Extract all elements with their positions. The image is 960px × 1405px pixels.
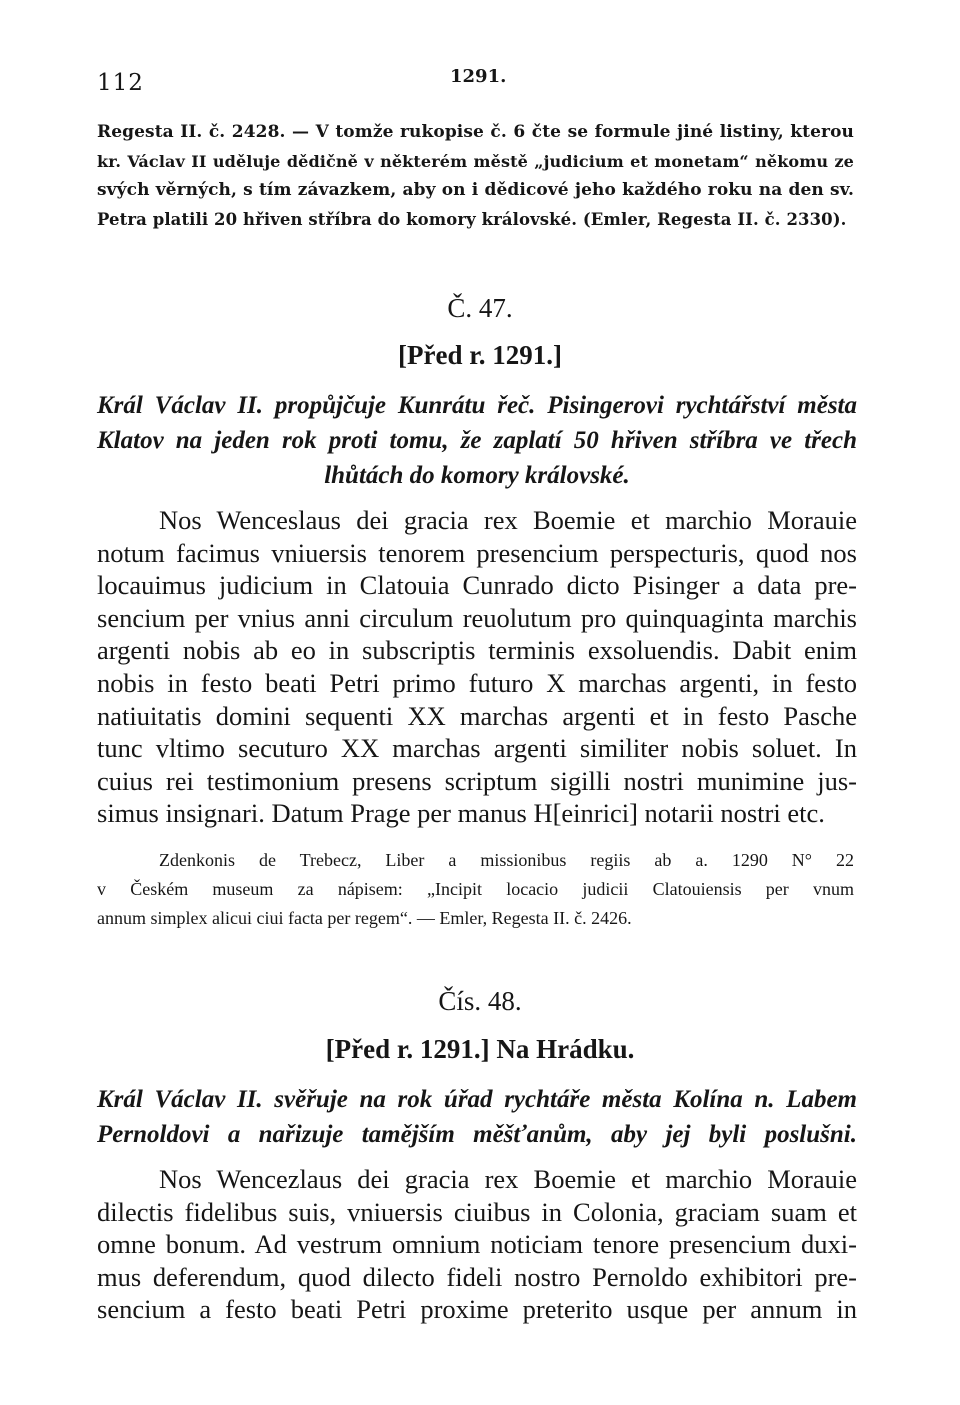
document-47-number: Č. 47. bbox=[447, 293, 513, 323]
document-48-summary bbox=[97, 1082, 857, 1152]
body-line: sencium a festo beati Petri proxime preterito usque per annum in bbox=[97, 1294, 857, 1325]
note-line: Petra platili 20 hřiven stříbra do komory královské. (Emler, Regesta II. č. 2330). bbox=[97, 210, 847, 229]
document-47-body bbox=[97, 504, 857, 830]
note-line: Regesta II. č. 2428. — V tomže rukopise č. 6 čte se formule jiné listiny, kterou bbox=[97, 122, 854, 142]
summary-line: lhůtách do komory královské. bbox=[324, 462, 630, 489]
document-48-number: Čís. 48. bbox=[438, 986, 522, 1016]
body-line: sencium per vnius anni circulum reuolutum pro quinquaginta marchis bbox=[97, 602, 857, 633]
footnote-regesta bbox=[97, 118, 854, 234]
document-48-date: [Před r. 1291.] Na Hrádku. bbox=[325, 1034, 635, 1064]
page-number: 112 bbox=[97, 70, 144, 96]
body-line: nobis in festo beati Petri primo futuro X marchas argenti, in festo bbox=[97, 667, 857, 698]
summary-line: Král Václav II. svěřuje na rok úřad rychtáře města Kolína n. Labem bbox=[97, 1086, 857, 1113]
body-line: locauimus judicium in Clatouia Cunrado dicto Pisinger a data pre- bbox=[97, 570, 857, 601]
body-line: notum facimus vniuersis tenorem presencium perspecturis, quod nos bbox=[97, 537, 857, 568]
note-line: kr. Václav II uděluje dědičně v některém městě „judicium et monetam“ někomu ze bbox=[97, 152, 854, 171]
body-line: argenti nobis ab eo in subscriptis terminis exsoluendis. Dabit enim bbox=[97, 635, 857, 666]
body-line: dilectis fidelibus suis, vniuersis ciuibus in Colonia, graciam suam et bbox=[97, 1196, 857, 1227]
document-47-summary bbox=[97, 388, 857, 493]
page-header bbox=[0, 66, 960, 102]
document-47-source bbox=[97, 846, 854, 933]
summary-line: Pernoldovi a nařizuje tamějším měšťanům, aby jej byli poslušni. bbox=[97, 1121, 857, 1148]
body-line: simus insignari. Datum Prage per manus H[einrici] notarii nostri etc. bbox=[97, 798, 825, 829]
body-line: Nos Wencezlaus dei gracia rex Boemie et marchio Morauie bbox=[159, 1164, 857, 1194]
body-line: Nos Wenceslaus dei gracia rex Boemie et marchio Morauie bbox=[159, 505, 857, 535]
body-line: tunc vltimo secuturo XX marchas argenti similiter nobis soluet. In bbox=[97, 733, 857, 764]
body-line: omne bonum. Ad vestrum omnium noticiam tenore presencium duxi- bbox=[97, 1229, 857, 1260]
source-line: annum simplex alicui ciui facta per regem“. — Emler, Regesta II. č. 2426. bbox=[97, 908, 632, 928]
note-line: svých věrných, s tím závazkem, aby on i dědicové jeho každého roku na den sv. bbox=[97, 180, 854, 200]
summary-line: Král Václav II. propůjčuje Kunrátu řeč. Pisingerovi rychtářství města bbox=[97, 392, 857, 419]
document-47-date: [Před r. 1291.] bbox=[398, 340, 562, 370]
body-line: mus deferendum, quod dilecto fideli nostro Pernoldo exhibitori pre- bbox=[97, 1261, 857, 1292]
body-line: natiuitatis domini sequenti XX marchas argenti et in festo Pasche bbox=[97, 700, 857, 731]
summary-line: Klatov na jeden rok proti tomu, že zaplatí 50 hřiven stříbra ve třech bbox=[97, 427, 857, 454]
running-year: 1291. bbox=[450, 66, 507, 87]
body-line: cuius rei testimonium presens scriptum sigilli nostri munimine jus- bbox=[97, 765, 857, 796]
source-line: Zdenkonis de Trebecz, Liber a missionibus regiis ab a. 1290 N° 22 bbox=[159, 850, 854, 870]
document-48-body bbox=[97, 1163, 857, 1326]
source-line: v Českém museum za nápisem: „Incipit locacio judicii Clatouiensis per vnum bbox=[97, 879, 854, 899]
